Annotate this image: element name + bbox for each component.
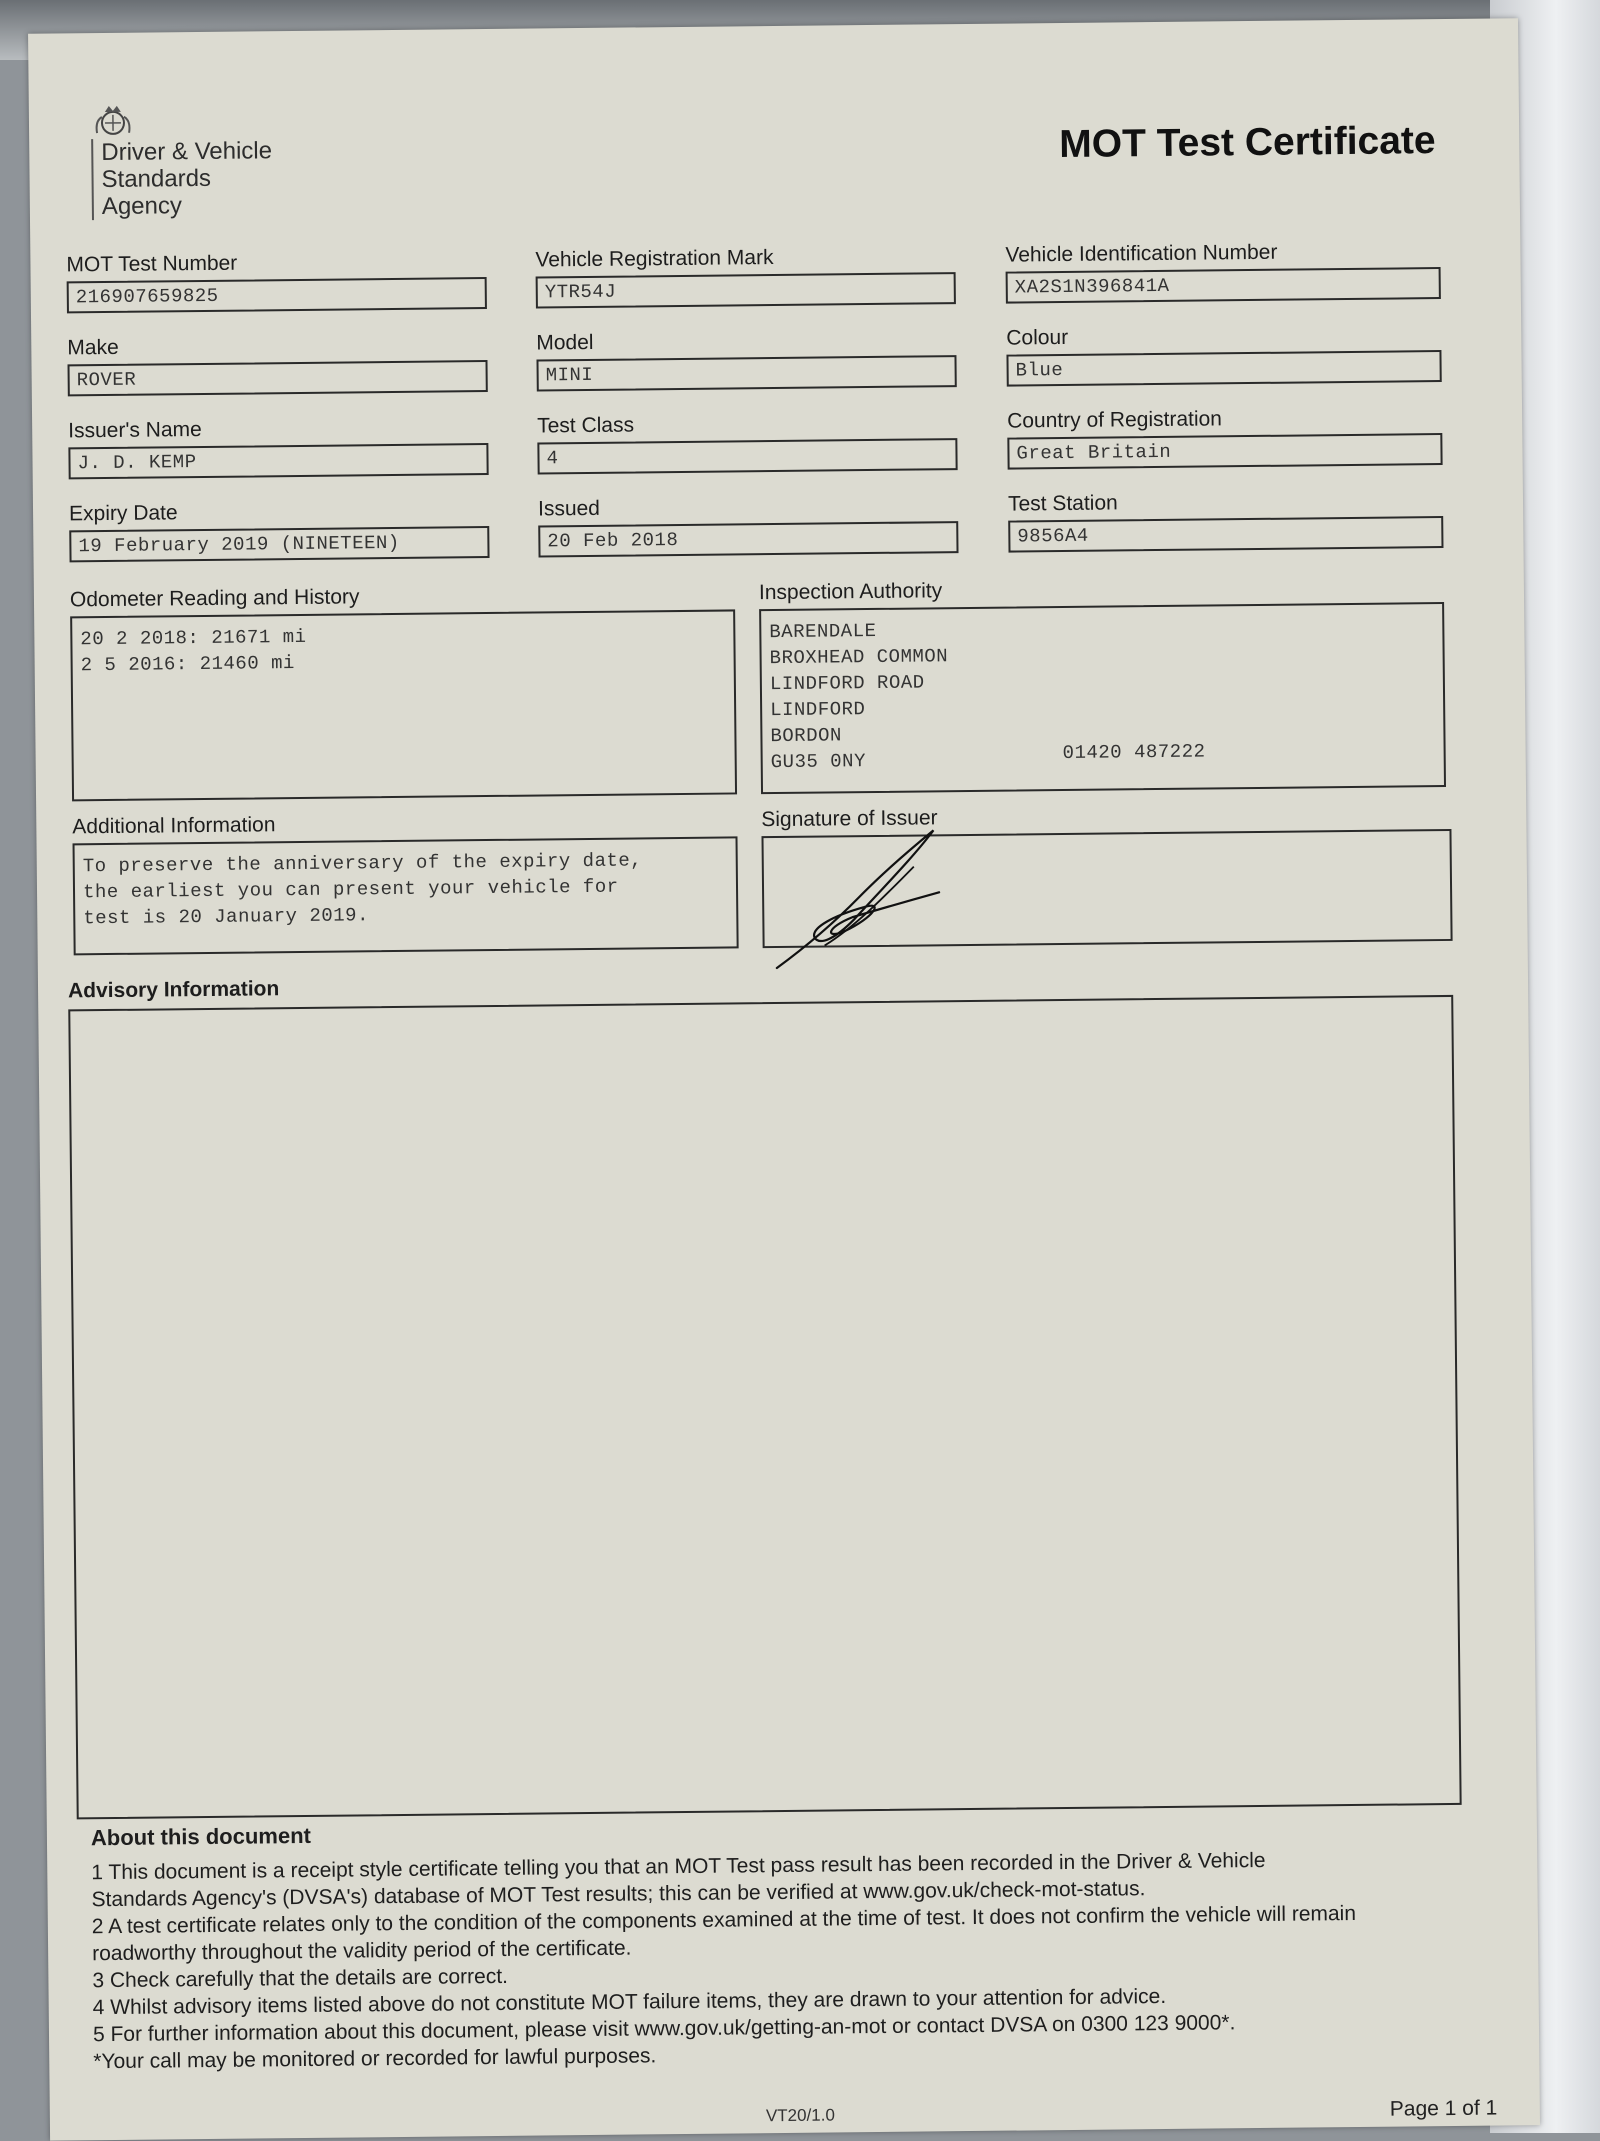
form-code: VT20/1.0 bbox=[766, 2105, 835, 2126]
additional-information-label: Additional Information bbox=[72, 808, 737, 843]
make-label: Make bbox=[67, 332, 487, 364]
document-title: MOT Test Certificate bbox=[1059, 119, 1436, 167]
model-field bbox=[536, 327, 957, 391]
about-line: 1 This document is a receipt style certificate telling you that an MOT Test pass result has been recorded in the Driver & Vehicle bbox=[91, 1844, 1521, 1886]
advisory-label: Advisory Information bbox=[68, 965, 1453, 1004]
authority-address-line: GU35 0NY bbox=[771, 742, 1436, 775]
odometer-entry: 2 5 2016: 21460 mi bbox=[81, 646, 726, 679]
agency-name-line: Agency bbox=[102, 190, 362, 220]
about-line: 3 Check carefully that the details are correct. bbox=[92, 1952, 1522, 1994]
agency-name-line: Standards bbox=[101, 163, 361, 193]
additional-information-line: the earliest you can present your vehicle for bbox=[83, 873, 728, 906]
certificate-sheet bbox=[28, 18, 1540, 2140]
issued-value: 20 Feb 2018 bbox=[538, 521, 958, 557]
colour-field bbox=[1006, 322, 1442, 387]
vehicle-identification-number-field bbox=[1005, 239, 1441, 304]
issued-label: Issued bbox=[538, 493, 958, 525]
expiry-date-field bbox=[69, 498, 490, 562]
issuers-name-label: Issuer's Name bbox=[68, 415, 488, 447]
about-line: 2 A test certificate relates only to the condition of the components examined at the time of test. It does not confirm the vehicle will remain bbox=[92, 1898, 1522, 1940]
odometer-history-box bbox=[70, 609, 737, 801]
country-of-registration-label: Country of Registration bbox=[1007, 405, 1442, 438]
test-station-value: 9856A4 bbox=[1008, 516, 1443, 553]
about-heading: About this document bbox=[91, 1810, 1521, 1851]
test-class-label: Test Class bbox=[537, 410, 957, 442]
country-of-registration-field bbox=[1007, 405, 1443, 470]
authority-address-line: LINDFORD ROAD bbox=[770, 664, 1435, 697]
advisory-section bbox=[68, 965, 1462, 1819]
vehicle-registration-mark-field bbox=[535, 244, 956, 308]
authority-phone: 01420 487222 bbox=[1062, 739, 1205, 766]
mot-test-number-label: MOT Test Number bbox=[66, 249, 486, 281]
agency-name bbox=[91, 136, 362, 220]
make-value: ROVER bbox=[68, 360, 488, 396]
about-line: Standards Agency's (DVSA's) database of MOT Test results; this can be verified at www.gov.uk/check-mot-status. bbox=[91, 1871, 1521, 1913]
test-station-label: Test Station bbox=[1008, 488, 1443, 521]
about-line: 5 For further information about this document, please visit www.gov.uk/getting-an-mot or contact DVSA on 0300 123 9000*. bbox=[93, 2006, 1523, 2048]
authority-address-line: BORDON bbox=[770, 716, 1435, 749]
issuers-name-field bbox=[68, 415, 489, 479]
country-of-registration-value: Great Britain bbox=[1007, 433, 1442, 470]
issued-field bbox=[538, 493, 959, 557]
issuers-name-value: J. D. KEMP bbox=[68, 443, 488, 479]
agency-name-line: Driver & Vehicle bbox=[101, 136, 361, 166]
expiry-date-value: 19 February 2019 (NINETEEN) bbox=[69, 526, 489, 562]
model-label: Model bbox=[536, 327, 956, 359]
colour-label: Colour bbox=[1006, 322, 1441, 355]
signature-section bbox=[761, 801, 1452, 948]
authority-address-line: BARENDALE bbox=[769, 612, 1434, 645]
additional-information-line: test is 20 January 2019. bbox=[83, 899, 728, 932]
vehicle-identification-number-value: XA2S1N396841A bbox=[1006, 267, 1441, 304]
inspection-authority-box bbox=[759, 602, 1446, 794]
additional-information-line: To preserve the anniversary of the expiry date, bbox=[83, 847, 728, 880]
inspection-authority-section bbox=[759, 574, 1446, 794]
about-line: *Your call may be monitored or recorded for lawful purposes. bbox=[93, 2033, 1523, 2075]
royal-crest-icon bbox=[91, 103, 135, 141]
inspection-authority-label: Inspection Authority bbox=[759, 574, 1444, 609]
expiry-date-label: Expiry Date bbox=[69, 498, 489, 530]
test-class-value: 4 bbox=[537, 438, 957, 474]
odometer-label: Odometer Reading and History bbox=[70, 581, 735, 616]
authority-address-line: LINDFORD bbox=[770, 690, 1435, 723]
vehicle-registration-mark-value: YTR54J bbox=[536, 272, 956, 308]
about-line: 4 Whilst advisory items listed above do not constitute MOT failure items, they are drawn to your attention for advice. bbox=[93, 1979, 1523, 2021]
signature-label: Signature of Issuer bbox=[761, 801, 1451, 836]
colour-value: Blue bbox=[1006, 350, 1441, 387]
issuer-signature-image bbox=[763, 826, 1005, 979]
advisory-box bbox=[68, 995, 1461, 1819]
vehicle-registration-mark-label: Vehicle Registration Mark bbox=[535, 244, 955, 276]
authority-address-line: BROXHEAD COMMON bbox=[769, 638, 1434, 671]
model-value: MINI bbox=[536, 355, 956, 391]
vehicle-identification-number-label: Vehicle Identification Number bbox=[1005, 239, 1440, 272]
make-field bbox=[67, 332, 488, 396]
about-section bbox=[91, 1810, 1524, 2075]
test-station-field bbox=[1008, 488, 1444, 553]
page-number: Page 1 of 1 bbox=[1390, 2097, 1498, 2122]
additional-information-box bbox=[73, 836, 739, 955]
signature-box bbox=[761, 829, 1452, 948]
mot-test-number-value: 216907659825 bbox=[67, 277, 487, 313]
mot-test-number-field bbox=[66, 249, 487, 313]
odometer-entry: 20 2 2018: 21671 mi bbox=[80, 620, 725, 653]
odometer-section bbox=[70, 581, 737, 801]
additional-information-section bbox=[72, 808, 738, 955]
test-class-field bbox=[537, 410, 958, 474]
about-line: roadworthy throughout the validity period of the certificate. bbox=[92, 1925, 1522, 1967]
